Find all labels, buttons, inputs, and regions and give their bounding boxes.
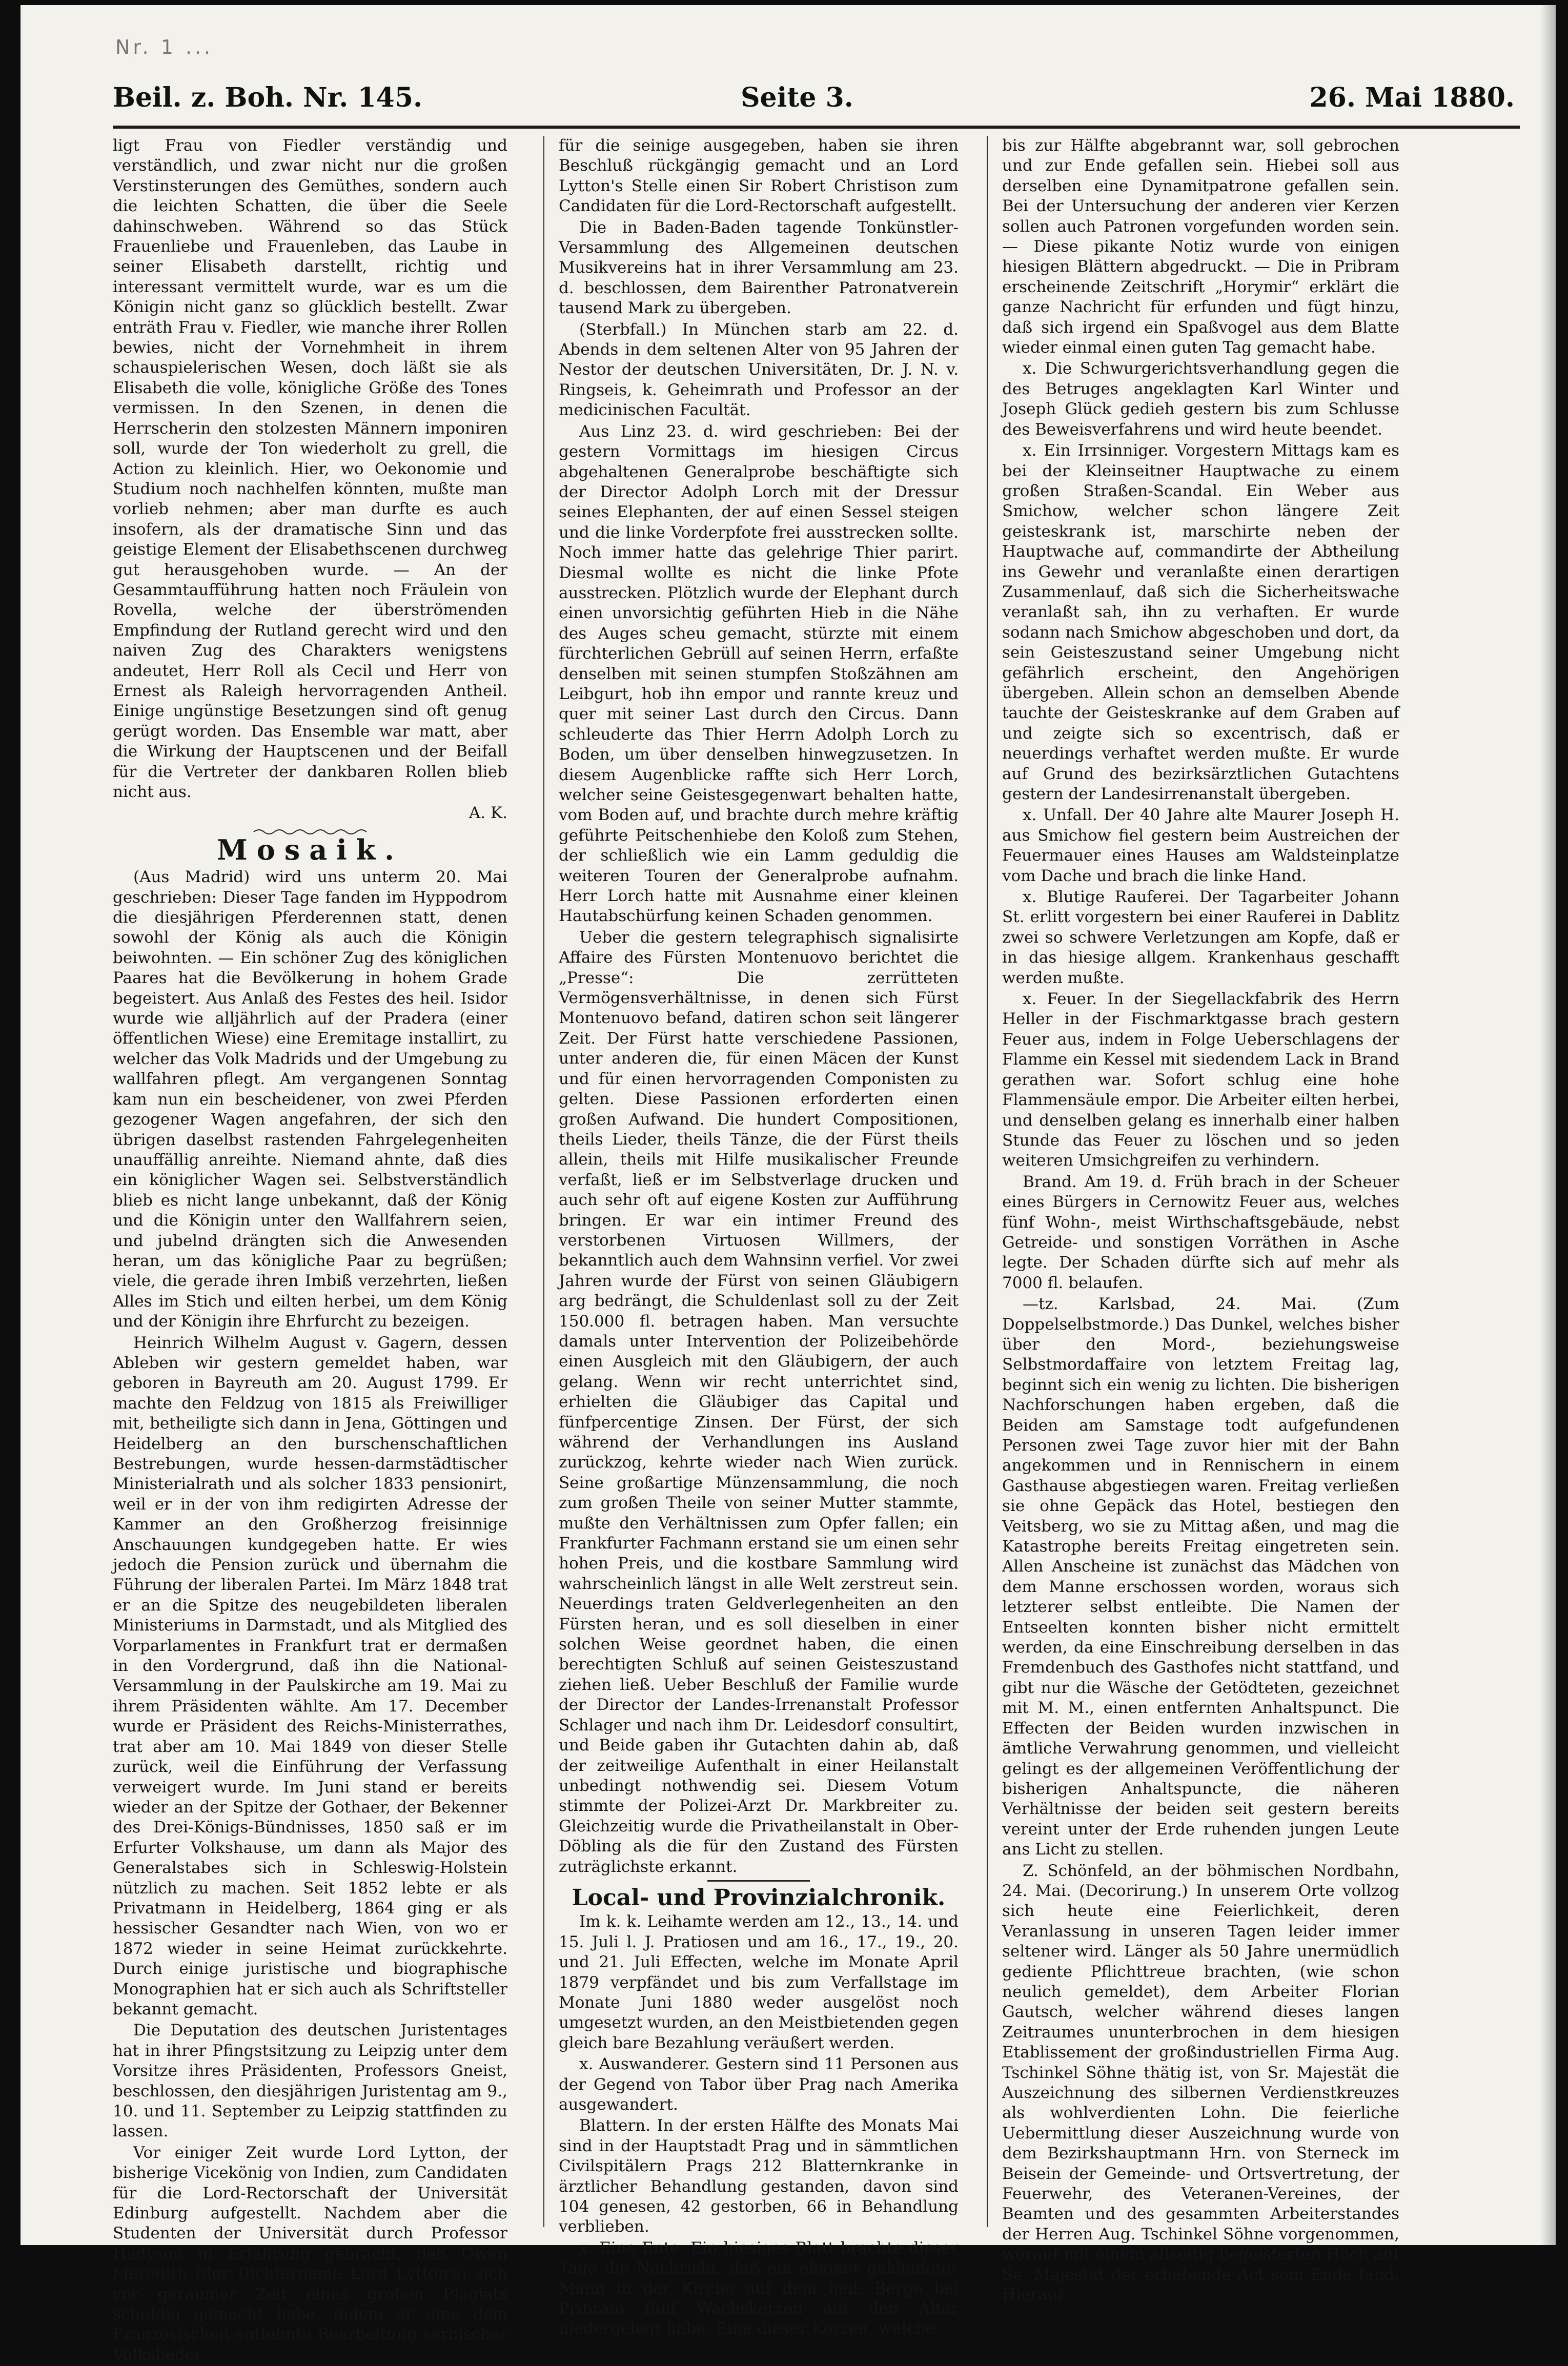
article-paragraph: für die seinige ausgegeben, haben sie ihren Beschluß rückgängig gemacht und an Lord Lytton's Stelle einen Sir Robert Christison zum Candidaten für die Lord-Rectorschaft aufgestellt. (559, 136, 959, 216)
article-paragraph: x. Die Schwurgerichtsverhandlung gegen die des Betruges angeklagten Karl Winter und Joseph Glück gedieh gestern bis zum Schlusse des Beweisverfahrens und wird heute beendet. (1002, 359, 1399, 439)
article-paragraph: x. Ein Irrsinniger. Vorgestern Mittags kam es bei der Kleinseitner Hauptwache zu einem großen Straßen-Scandal. Ein Weber aus Smichow, welcher schon längere Zeit geisteskrank ist, marschirte neben der Hauptwache auf, commandirte der Abtheilung ins Gewehr und veranlaßte einen derartigen Zusammenlauf, daß sich die Sicherheitswache veranlaßt sah, ihn zu verhaften. Er wurde sodann nach Smichow abgeschoben und dort, da sein Geisteszustand seiner Umgebung nicht gefährlich erscheint, den Angehörigen übergeben. Allein schon an demselben Abende tauchte der Geisteskranke auf dem Graben auf und zeigte sich so excentrisch, daß er neuerdings verhaftet werden mußte. Er wurde auf Grund des bezirksärztlichen Gutachtens gestern der Landesirrenanstalt übergeben. (1002, 441, 1399, 803)
article-paragraph: x. Unfall. Der 40 Jahre alte Maurer Joseph H. aus Smichow fiel gestern beim Austreichen der Feuermauer eines Hauses am Waldsteinplatze vom Dache und brach die linke Hand. (1002, 806, 1399, 885)
article-paragraph: Blattern. In der ersten Hälfte des Monats Mai sind in der Hauptstadt Prag und in sämmtlichen Civilspitälern Prags 212 Blatternkranke in ärztlicher Behandlung gestanden, davon sind 104 genesen, 42 gestorben, 66 in Behandlung verblieben. (559, 2116, 959, 2236)
article-paragraph: Brand. Am 19. d. Früh brach in der Scheuer eines Bürgers in Cernowitz Feuer aus, welches fünf Wohn-, meist Wirthschaftsgebäude, nebst Getreide- und sonstigen Vorräthen in Asche legte. Der Schaden dürfte sich auf mehr als 7000 fl. belaufen. (1002, 1172, 1399, 1292)
newspaper-page (21, 5, 1556, 2364)
column-2 (559, 136, 959, 2340)
archive-stamp: Nr. 1 ... (115, 36, 214, 58)
article-paragraph: Die Deputation des deutschen Juristentages hat in ihrer Pfingstsitzung zu Leipzig unter dem Vorsitze ihres Präsidenten, Professors Gneist, beschlossen, den diesjährigen Juristentag am 9., 10. und 11. September zu Leipzig stattfinden zu lassen. (113, 2021, 507, 2141)
article-paragraph: (Sterbfall.) In München starb am 22. d. Abends in dem seltenen Alter von 95 Jahren der Nestor der deutschen Universitäten, Dr. J. N. v. Ringseis, k. Geheimrath und Professor an der medicinischen Facultät. (559, 320, 959, 420)
supplement-number: Beil. z. Boh. Nr. 145. (113, 82, 423, 113)
article-paragraph: (Aus Madrid) wird uns unterm 20. Mai geschrieben: Dieser Tage fanden im Hyppodrom die diesjährigen Pferderennen statt, denen sowohl der König als auch die Königin beiwohnten. — Ein schöner Zug des königlichen Paares hat die Bevölkerung in hohem Grade begeistert. Aus Anlaß des Festes des heil. Isidor wurde wie alljährlich auf der Pradera (einer öffentlichen Wiese) eine Eremitage installirt, zu welcher das Volk Madrids und der Umgebung zu wallfahren pflegt. Am vergangenen Sonntag kam nun ein bescheidener, von zwei Pferden gezogener Wagen angefahren, der sich den übrigen daselbst rastenden Fahrgelegenheiten unauffällig anreihte. Niemand ahnte, daß dies ein königlicher Wagen sei. Selbstverständlich blieb es nicht lange unbekannt, daß der König und die Königin unter den Wallfahrern seien, und jubelnd drängten sich die Anwesenden heran, um das königliche Paar zu begrüßen; viele, die gerade ihren Imbiß verzehrten, ließen Alles im Stich und eilten herbei, um dem König und der Königin ihre Ehrfurcht zu bezeigen. (113, 868, 507, 1331)
issue-date: 26. Mai 1880. (1309, 82, 1515, 113)
column-divider (987, 136, 988, 2227)
section-rule (707, 1880, 810, 1882)
article-paragraph: Z. Schönfeld, an der böhmischen Nordbahn, 24. Mai. (Decorirung.) In unserem Orte vollzog sich heute eine Feierlichkeit, deren Veranlassung in unseren Tagen leider immer seltener wird. Länger als 50 Jahre unermüdlich gediente Pflichttreue brachten, (wie schon neulich gemeldet), dem Arbeiter Florian Gautsch, welcher während dieses langen Zeitraumes ununterbrochen in dem hiesigen Etablissement der großindustriellen Firma Aug. Tschinkel Söhne thätig ist, von Sr. Majestät die Auszeichnung des silbernen Verdienstkreuzes als wohlverdienten Lohn. Die feierliche Uebermittlung dieser Auszeichnung wurde von dem Bezirkshauptmann Hrn. von Sterneck im Beisein der Gemeinde- und Ortsvertretung, der Feuerwehr, des Veteranen-Vereines, der Beamten und des gesammten Arbeiterstandes der Herren Aug. Tschinkel Söhne vorgenommen, worauf mit einem allseitig begeisterten Hoch auf Se. Majestät der erhebende Act sein Ende fand. Hierauf (1002, 1861, 1399, 2304)
section-heading-mosaik: Mosaik. (217, 833, 403, 866)
article-paragraph: Im k. k. Leihamte werden am 12., 13., 14. und 15. Juli l. J. Pratiosen und am 16., 17., 19., 20. und 21. Juli Effecten, welche im Monate April 1879 verpfändet und bis zum Verfallstage im Monate Juni 1880 weder ausgelöst noch umgesetzt wurden, an den Meistbietenden gegen gleich bare Bezahlung veräußert werden. (559, 1912, 959, 2052)
article-paragraph: x. Blutige Rauferei. Der Tagarbeiter Johann St. erlitt vorgestern bei einer Rauferei in Dablitz zwei so schwere Verletzungen am Kopfe, daß er in das hiesige allgem. Krankenhaus geschafft werden mußte. (1002, 888, 1399, 987)
article-paragraph: Heinrich Wilhelm August v. Gagern, dessen Ableben wir gestern gemeldet haben, war geboren in Bayreuth am 20. August 1799. Er machte den Feldzug von 1815 als Freiwilliger mit, betheiligte sich dann in Jena, Göttingen und Heidelberg an den burschenschaftlichen Bestrebungen, wurde hessen-darmstädtischer Ministerialrath und als solcher 1833 pensionirt, weil er in der von ihm redigirten Adresse der Kammer an den Großherzog freisinnige Anschauungen kundgegeben hatte. Er wies jedoch die Pension zurück und übernahm die Führung der liberalen Partei. Im März 1848 trat er an die Spitze des neugebildeten liberalen Ministeriums in Darmstadt, und als Mitglied des Vorparlamentes in Frankfurt trat er dermaßen in den Vordergrund, daß ihn die National-Versammlung in der Paulskirche am 19. Mai zu ihrem Präsidenten wählte. Am 17. December wurde er Präsident des Reichs-Ministerrathes, trat aber am 10. Mai 1849 von dieser Stelle zurück, weil die Einführung der Verfassung verweigert wurde. Im Juni stand er bereits wieder an der Spitze der Gothaer, der Bekenner des Drei-Königs-Bündnisses, 1850 saß er im Erfurter Volkshause, um dann als Major des Generalstabes sich in Schleswig-Holstein nützlich zu machen. Seit 1852 lebte er als Privatmann in Heidelberg, 1864 ging er als hessischer Gesandter nach Wien, von wo er 1872 wieder in seine Heimat zurückkehrte. Durch einige juristische und biographische Monographien hat er sich auch als Schriftsteller bekannt gemacht. (113, 1333, 507, 2018)
page-header (113, 77, 1515, 118)
header-rule (113, 126, 1520, 129)
article-paragraph: x. Eine Ente. Ein hiesiges Blatt brachte dieser Tage die Nachricht, daß ein elegant gekleideter Mann in der Kirche auf dem heil. Berge bei Pribram fünf Wachskerzen auf den Altar niedergelegt habe. Eine dieser Kerzen, welche (559, 2238, 959, 2338)
article-paragraph: —tz. Karlsbad, 24. Mai. (Zum Doppelselbstmorde.) Das Dunkel, welches bisher über den Mord-, beziehungsweise Selbstmordaffaire von letztem Freitag lag, beginnt sich ein wenig zu lichten. Die bisherigen Nachforschungen haben ergeben, daß die Beiden am Samstage todt aufgefundenen Personen zwei Tage zuvor hier mit der Bahn angekommen und in Rennischern in einem Gasthause abgestiegen waren. Freitag verließen sie ohne Gepäck das Hotel, bestiegen den Veitsberg, wo sie zu Mittag aßen, und mag die Katastrophe bereits Freitag eingetreten sein. Allen Anscheine ist zunächst das Mädchen von dem Manne erschossen worden, woraus sich letzterer selbst entleibte. Die Namen der Entseelten konnten bisher nicht ermittelt werden, da eine Einschreibung derselben in das Fremdenbuch des Gasthofes nicht stattfand, und gibt nur die Wäsche der Getödteten, gezeichnet mit M. M., einen entfernten Anhaltspunct. Die Effecten der Beiden wurden inzwischen in ämtliche Verwahrung genommen, und vielleicht gelingt es der allgemeinen Veröffentlichung der bisherigen Anhaltspuncte, die näheren Verhältnisse der beiden seit gestern bereits vereint unter der Erde ruhenden jungen Leute ans Licht zu stellen. (1002, 1295, 1399, 1859)
section-heading-local-chronicle: Local- und Provinzialchronik. (572, 1884, 946, 1911)
article-paragraph: Aus Linz 23. d. wird geschrieben: Bei der gestern Vormittags im hiesigen Circus abgehaltenen Generalprobe beschäftigte sich der Director Adolph Lorch mit der Dressur seines Elephanten, der auf einen Sessel steigen und die linke Vorderpfote frei ausstrecken sollte. Noch immer hatte das gelehrige Thier parirt. Diesmal wollte es nicht die linke Pfote ausstrecken. Plötzlich wurde der Elephant durch einen unvorsichtig geführten Hieb in die Nähe des Auges scheu gemacht, stürzte mit einem fürchterlichen Gebrüll auf seinen Herrn, erfaßte denselben mit seinen stumpfen Stoßzähnen am Leibgurt, hob ihn empor und rannte kreuz und quer mit seiner Last durch den Circus. Dann schleuderte das Thier Herrn Adolph Lorch zu Boden, um über denselben hinwegzusetzen. In diesem Augenblicke raffte sich Herr Lorch, welcher seine Geistesgegenwart behalten hatte, vom Boden auf, und brachte durch mehre kräftig geführte Peitschenhiebe den Koloß zum Stehen, der schließlich wie ein Lamm geduldig die weiteren Touren der Generalprobe aufnahm. Herr Lorch hatte mit Ausnahme einer kleinen Hautabschürfung keinen Schaden genommen. (559, 422, 959, 926)
page-number: Seite 3. (741, 82, 853, 113)
article-paragraph: Die in Baden-Baden tagende Tonkünstler-Versammlung des Allgemeinen deutschen Musikvereins hat in ihrer Versammlung am 23. d. beschlossen, dem Bairenther Patronatverein tausend Mark zu übergeben. (559, 218, 959, 318)
article-paragraph: ligt Frau von Fiedler verständig und verständlich, und zwar nicht nur die großen Verstinsterungen des Gemüthes, sondern auch die leichten Schatten, die über die Seele dahinschweben. Während so das Stück Frauenliebe und Frauenleben, das Laube in seiner Elisabeth darstellt, richtig und interessant vermittelt wurde, war es um die Königin nicht ganz so glücklich bestellt. Zwar enträth Frau v. Fiedler, wie manche ihrer Rollen bewies, nicht der Vornehmheit in ihrem schauspielerischen Wesen, doch läßt sie als Elisabeth die volle, königliche Größe des Tones vermissen. In den Szenen, in denen die Herrscherin den stolzesten Männern imponiren soll, wurde der Ton wiederholt zu grell, die Action zu kleinlich. Hier, wo Oekonomie und Studium noch nachhelfen könnten, mußte man vorlieb nehmen; aber man durfte es auch insofern, als der dramatische Sinn und das geistige Element der Elisabethscenen durchweg gut herausgehoben wurde. — An der Gesammtaufführung hatten noch Fräulein von Rovella, welche der überströmenden Empfindung der Rutland gerecht wird und den naiven Zug des Charakters wenigstens andeutet, Herr Roll als Cecil und Herr von Ernest als Raleigh hervorragenden Antheil. Einige ungünstige Besetzungen sind oft genug gerügt worden. Das Ensemble war matt, aber die Wirkung der Hauptscenen und der Beifall für die Vertreter der dankbaren Rollen blieb nicht aus. (113, 136, 507, 801)
author-signoff: A. K. (469, 804, 507, 823)
column-3 (1002, 136, 1399, 2306)
article-paragraph: Ueber die gestern telegraphisch signalisirte Affaire des Fürsten Montenuovo berichtet die „Presse“: Die zerrütteten Vermögensverhältnisse, in denen sich Fürst Montenuovo befand, datiren schon seit längerer Zeit. Der Fürst hatte verschiedene Passionen, unter anderen die, für einen Mäcen der Kunst und für einen hervorragenden Componisten zu gelten. Diese Passionen erforderten einen großen Aufwand. Die hundert Compositionen, theils Lieder, theils Tänze, die der Fürst theils allein, theils mit Hilfe musikalischer Freunde verfaßt, ließ er im Selbstverlage drucken und auch sehr oft auf eigene Kosten zur Aufführung bringen. Er war ein intimer Freund des verstorbenen Virtuosen Willmers, der bekanntlich auch dem Wahnsinn verfiel. Vor zwei Jahren wurde der Fürst von seinen Gläubigern arg bedrängt, die Schuldenlast soll zu der Zeit 150.000 fl. betragen haben. Man versuchte damals unter Intervention der Polizeibehörde einen Ausgleich mit den Gläubigern, der auch gelang. Wenn wir recht unterrichtet sind, erhielten die Gläubiger das Capital und fünfpercentige Zinsen. Der Fürst, der sich während der Verhandlungen ins Ausland zurückzog, kehrte wieder nach Wien zurück. Seine großartige Münzensammlung, die noch zum großen Theile von seiner Mutter stammte, mußte den Verhältnissen zum Opfer fallen; ein Frankfurter Fachmann erstand sie um einen sehr hohen Preis, und die kostbare Sammlung wird wahrscheinlich längst in alle Welt zerstreut sein. Neuerdings traten Geldverlegenheiten an den Fürsten heran, und es soll dieselben in einer solchen Weise geordnet haben, die einen berechtigten Schluß auf seinen Geisteszustand ziehen ließ. Ueber Beschluß der Familie wurde der Director der Landes-Irrenanstalt Professor Schlager und nach ihm Dr. Leidesdorf consultirt, und Beide gaben ihr Gutachten dahin ab, daß der zeitweilige Aufenthalt in einer Heilanstalt unbedingt nothwendig sei. Diesem Votum stimmte der Polizei-Arzt Dr. Markbreiter zu. Gleichzeitig wurde die Privatheilanstalt in Ober-Döbling als die für den Zustand des Fürsten zuträglichste erkannt. (559, 928, 959, 1876)
article-paragraph: x. Feuer. In der Siegellackfabrik des Herrn Heller in der Fischmarktgasse brach gestern Feuer aus, indem in Folge Ueberschlagens der Flamme ein Kessel mit siedendem Lack in Brand gerathen war. Sofort schlug eine hohe Flammensäule empor. Die Arbeiter eilten herbei, und denselben gelang es innerhalb einer halben Stunde das Feuer zu löschen und so jeden weiteren Umsichgreifen zu verhindern. (1002, 990, 1399, 1170)
article-paragraph: x. Auswanderer. Gestern sind 11 Personen aus der Gegend von Tabor über Prag nach Amerika ausgewandert. (559, 2055, 959, 2114)
column-1 (113, 136, 507, 2366)
article-paragraph: Vor einiger Zeit wurde Lord Lytton, der bisherige Vicekönig von Indien, zum Candidaten für die Lord-Rectorschaft der Universität Edinburg aufgestellt. Nachdem aber die Studenten der Universität durch Professor Hadyson in Erfahrung gebracht, daß Owen Meredith (der Dichtername Lord Lytton's) sich vor geraumer Zeit eines groben Plagiats schuldig gemacht habe, indem er eine dem Französischen entlehnte Bearbeitung serbischer Volkslieder (113, 2143, 507, 2364)
article-paragraph: bis zur Hälfte abgebrannt war, soll gebrochen und zur Ende gefallen sein. Hiebei soll aus derselben eine Dynamitpatrone gefallen sein. Bei der Untersuchung der anderen vier Kerzen sollen auch Patronen vorgefunden worden sein. — Diese pikante Notiz wurde von einigen hiesigen Blättern abgedruckt. — Die in Pribram erscheinende Zeitschrift „Horymir“ erklärt die ganze Nachricht für erfunden und fügt hinzu, daß sich irgend ein Spaßvogel aus dem Blatte wieder einmal einen guten Tag gemacht habe. (1002, 136, 1399, 357)
column-divider (543, 136, 544, 2227)
